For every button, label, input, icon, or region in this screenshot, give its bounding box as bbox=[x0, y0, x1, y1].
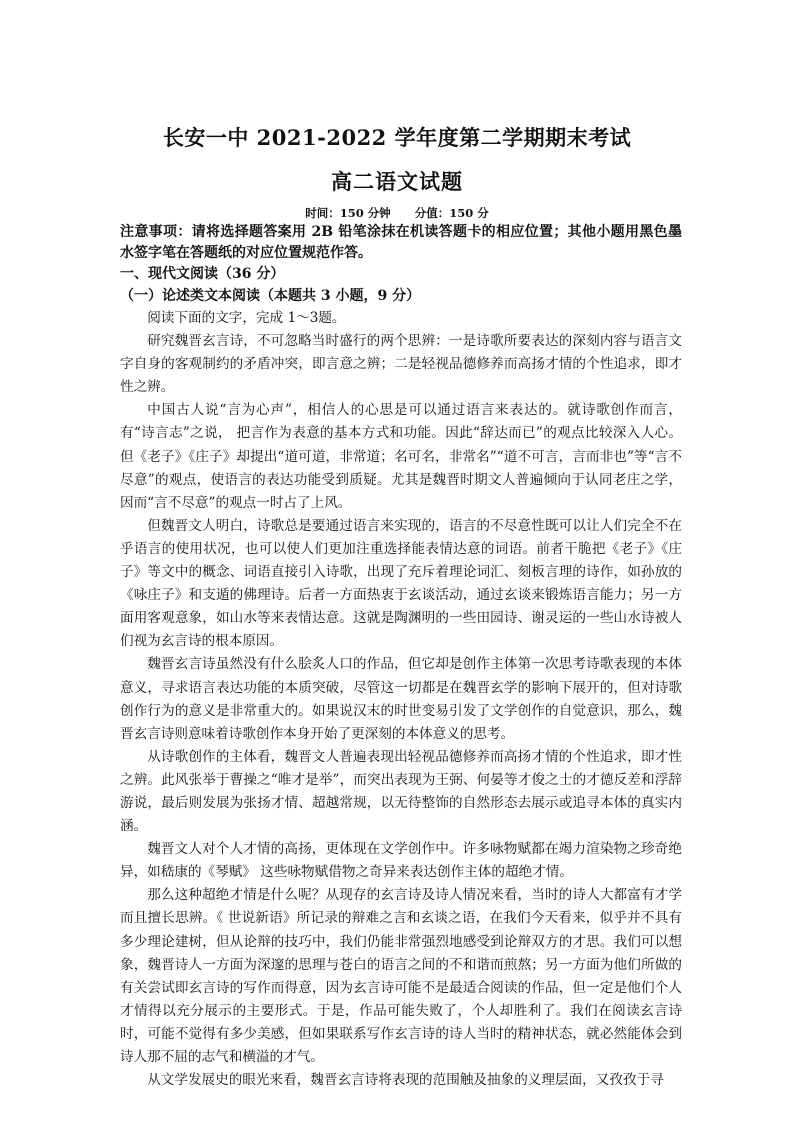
paragraph: 那么这种超绝才情是什么呢？从现存的玄言诗及诗人情况来看，当时的诗人大都富有才学而且擅长思辨。《 世说新语》所记录的辩难之言和玄谈之语，在我们今天看来，似乎并不具有多少理论建树，但从论辩的技巧中，我们仍能非常强烈地感受到论辩双方的才思。我们可以想象，魏晋诗人一方面为深邃的思理与苍白的语言之间的不和谐而煎熬；另一方面为他们所做的有关尝试即玄言诗的写作而得意，因为玄言诗可能不是最适合阅读的作品，但一定是他们个人才情得以充分展示的主要形式。于是，作品可能失败了，个人却胜利了。我们在阅读玄言诗时，可能不觉得有多少美感，但如果联系写作玄言诗的诗人当时的精神状态，就必然能体会到诗人那不屈的志气和横溢的才气。 bbox=[120, 887, 682, 1065]
paragraph: 从诗歌创作的主体看，魏晋文人普遍表现出轻视品德修养而高扬才情的个性追求，即才性之辨。此风张举于曹操之“唯才是举”，而突出表现为王弼、何晏等才俊之士的才德反差和浮辞游说，最后则发展为张扬才情、超越常规，以无待整饰的自然形态去展示或追寻本体的真实内涵。 bbox=[120, 748, 682, 835]
paragraph: 阅读下面的文字，完成 1～3题。 bbox=[147, 310, 346, 326]
exam-subtitle: 高二语文试题 bbox=[331, 169, 463, 194]
exam-title: 长安一中 2021-2022 学年度第二学期期末考试 bbox=[162, 125, 632, 150]
paragraph: 中国古人说“言为心声”，相信人的心思是可以通过语言来表达的。就诗歌创作而言，有“诗言志”之说， 把言作为表意的基本方式和功能。因此“辞达而已”的观点比较深入人心。 但《老子》《庄子》却提出“道可道，非常道；名可名，非常名”“道不可言，言而非也”等“言不尽意”的观点，使语言的表达功能受到质疑。尤其是魏晋时期文人普遍倾向于认同老庄之学，因而“言不尽意”的观点一时占了上风。 bbox=[120, 402, 682, 511]
paragraph: 但魏晋文人明白，诗歌总是要通过语言来实现的，语言的不尽意性既可以让人们完全不在乎语言的使用状况，也可以使人们更加注重选择能表情达意的词语。前者干脆把《老子》《庄子》等文中的概念、词语直接引入诗歌，出现了充斥着理论词汇、刻板言理的诗作，如孙放的《咏庄子》和支遁的佛理诗。后者一方面热衷于玄谈活动，通过玄谈来锻炼语言能力；另一方面用客观意象，如山水等来表情达意。这就是陶渊明的一些田园诗、谢灵运的一些山水诗被人们视为玄言诗的根本原因。 bbox=[120, 517, 682, 650]
time-score-line: 时间：150 分钟 分值：150 分 bbox=[305, 206, 489, 220]
paragraph: 魏晋玄言诗虽然没有什么脍炙人口的作品，但它却是创作主体第一次思考诗歌表现的本体意义，寻求语言表达功能的本质突破，尽管这一切都是在魏晋玄学的影响下展开的，但对诗歌创作行为的意义是非常重大的。如果说汉末的时世变易引发了文学创作的自觉意识，那么，魏晋玄言诗则意味着诗歌创作本身开始了更深刻的本体意义的思考。 bbox=[120, 656, 682, 742]
notice-text: 注意事项：请将选择题答案用 2B 铅笔涂抹在机读答题卡的相应位置；其他小题用黑色墨水签字笔在答题纸的对应位置规范作答。 bbox=[120, 224, 682, 261]
paragraph: 从文学发展史的眼光来看，魏晋玄言诗将表现的范围触及抽象的义理层面，又孜孜于寻 bbox=[147, 1072, 664, 1089]
reading-passage bbox=[120, 307, 682, 1092]
paragraph: 魏晋文人对个人才情的高扬，更体现在文学创作中。许多咏物赋都在竭力渲染物之珍奇绝异，如嵇康的《琴赋》 这些咏物赋借物之奇异来表达创作主体的超绝才情。 bbox=[120, 841, 682, 881]
section-heading: 一、现代文阅读（36 分） bbox=[120, 266, 285, 282]
paragraph: 研究魏晋玄言诗，不可忽略当时盛行的两个思辨：一是诗歌所要表达的深刻内容与语言文字自身的客观制约的矛盾冲突，即言意之辨；二是轻视品德修养而高扬才情的个性追求，即才性之辨。 bbox=[120, 333, 682, 396]
subsection-heading: （一）论述类文本阅读（本题共 3 小题，9 分） bbox=[120, 288, 421, 304]
